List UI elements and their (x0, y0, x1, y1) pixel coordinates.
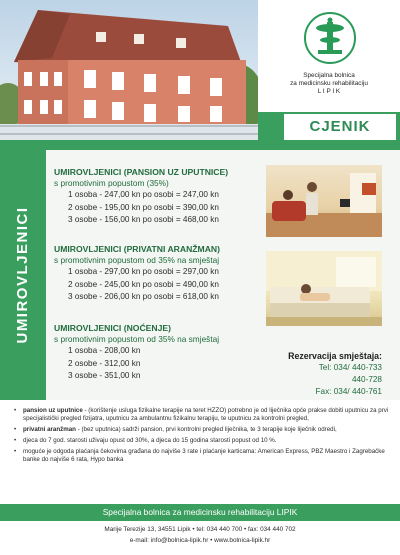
logo-area (258, 0, 400, 112)
logo-text (258, 72, 400, 96)
reservation-tel-1: Tel: 034/ 440-733 (318, 363, 382, 372)
building-illustration (0, 0, 258, 140)
list-item (14, 407, 392, 423)
section-pansion (54, 167, 228, 227)
note-text: - (korištenje usluga fizikalne terapije na teret HZZO) potrebno je od liječnika opće prakse dobiti uputnicu za prvi specijalistički pregled fizijatra, uputnicu za ambulantnu fizikalnu terapiju, te uputnicu za kontrolni pregled, (23, 407, 389, 422)
price-row: 3 osobe - 156,00 kn po osobi = 468,00 kn (68, 215, 219, 225)
reservation-tel-2: 440-728 (351, 375, 382, 384)
note-bold: privatni aranžman (23, 426, 76, 433)
section-privatni (54, 244, 220, 304)
footer-contact: e-mail: info@bolnica-lipik.hr • www.bolnica-lipik.hr (129, 537, 271, 544)
hospital-building-photo (0, 0, 258, 140)
section-subtitle: s promotivnim popustom od 35% na smještaj (54, 334, 220, 344)
list-item (14, 437, 392, 445)
section-subtitle: s promotivnim popustom (35%) (54, 178, 169, 188)
room-photo-bed (266, 251, 382, 326)
price-row: 2 osobe - 245,00 kn po osobi = 490,00 kn (68, 279, 219, 289)
note-text: - (bez uputnica) sadrži pansion, prvi kontrolni pregled liječnika, te 3 terapije koje liječnik odredi, (75, 426, 337, 433)
section-title: UMIROVLJENICI (PRIVATNI ARANŽMAN) (54, 244, 220, 254)
section-title: UMIROVLJENICI (NOĆENJE) (54, 323, 171, 333)
reservation-block (288, 350, 382, 398)
side-label: UMIROVLJENICI (14, 206, 31, 344)
bullet-icon: • (14, 407, 17, 414)
note-bold: pansion uz uputnice (23, 407, 83, 414)
logo-line-2: za medicinsku rehabilitaciju (290, 80, 368, 87)
price-row: 3 osobe - 351,00 kn (68, 371, 141, 381)
list-item (14, 448, 392, 464)
price-row: 3 osobe - 206,00 kn po osobi = 618,00 kn (68, 292, 219, 302)
logo-line-1: Specijalna bolnica (303, 72, 355, 79)
side-band (0, 150, 46, 400)
footer-bar: Specijalna bolnica za medicinsku rehabilitaciju LIPIK (0, 504, 400, 521)
note-text: djeca do 7 god. starosti uživaju opust od 30%, a djeca do 15 godina starosti popust od 10 %. (23, 437, 277, 444)
note-text: moguće je odgoda plaćanja čekovima građana do najviše 3 rate i plaćanje karticama: American Express, PBZ Maestro i Zagrebačke banke do najviše 6 rata, Hypo banka (23, 448, 385, 463)
bullet-icon: • (14, 448, 17, 455)
page-title: CJENIK (284, 114, 396, 140)
lipik-fountain-logo-icon (304, 12, 356, 64)
list-item (14, 426, 392, 434)
section-title: UMIROVLJENICI (PANSION UZ UPUTNICE) (54, 167, 229, 177)
logo-line-3: L I P I K (317, 88, 341, 95)
divider-band (0, 140, 400, 150)
price-row: 1 osoba - 208,00 kn (68, 346, 141, 355)
price-row: 1 osoba - 297,00 kn po osobi = 297,00 kn (68, 267, 219, 276)
reservation-fax: Fax: 034/ 440-761 (315, 387, 382, 396)
price-row: 2 osobe - 195,00 kn po osobi = 390,00 kn (68, 202, 219, 212)
section-subtitle: s promotivnim popustom od 35% na smještaj (54, 255, 220, 265)
price-row: 1 osoba - 247,00 kn po osobi = 247,00 kn (68, 190, 219, 199)
price-row: 2 osobe - 312,00 kn (68, 358, 141, 368)
footer-address: Marije Terezije 13, 34551 Lipik • tel: 034 440 700 • fax: 034 440 702 (104, 526, 296, 533)
room-photo-family (266, 165, 382, 237)
bullet-icon: • (14, 437, 17, 444)
reservation-title: Rezervacija smještaja: (288, 351, 382, 361)
bullet-icon: • (14, 426, 17, 433)
section-nocenje (54, 323, 219, 383)
notes-list (14, 407, 392, 467)
